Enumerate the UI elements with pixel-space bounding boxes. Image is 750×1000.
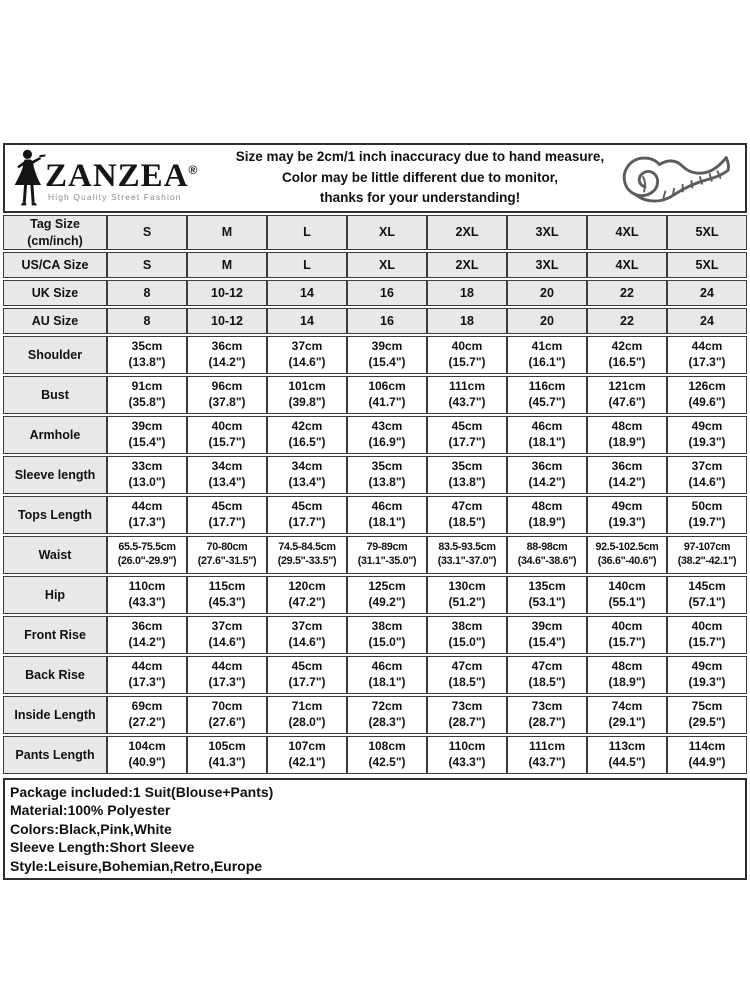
size-cell: 40cm (15.7") (427, 336, 507, 374)
table-row (3, 576, 747, 614)
size-cell: 48cm (18.9") (587, 656, 667, 694)
size-cell: 14 (267, 308, 347, 334)
size-cell: 45cm (17.7") (187, 496, 267, 534)
size-cell: 71cm (28.0") (267, 696, 347, 734)
size-cell: 24 (667, 280, 747, 306)
size-cell: 75cm (29.5") (667, 696, 747, 734)
size-cell: 46cm (18.1") (347, 496, 427, 534)
tape-measure-icon (609, 149, 737, 207)
size-cell: 33cm (13.0") (107, 456, 187, 494)
size-cell: 44cm (17.3") (107, 656, 187, 694)
size-cell: 20 (507, 280, 587, 306)
size-cell: 111cm (43.7") (427, 376, 507, 414)
product-info-line: Package included:1 Suit(Blouse+Pants) (10, 784, 274, 800)
size-cell: 49cm (19.3") (667, 416, 747, 454)
row-label: Sleeve length (3, 456, 107, 494)
row-label: Tag Size (cm/inch) (3, 215, 107, 250)
row-label: Waist (3, 536, 107, 574)
row-label: US/CA Size (3, 252, 107, 278)
size-cell: 47cm (18.5") (427, 656, 507, 694)
brand-tagline: High Quality Street Fashion (48, 191, 182, 202)
size-cell: 42cm (16.5") (267, 416, 347, 454)
size-cell: 107cm (42.1") (267, 736, 347, 774)
size-cell: 36cm (14.2") (507, 456, 587, 494)
size-cell: 46cm (18.1") (347, 656, 427, 694)
size-cell: 22 (587, 308, 667, 334)
size-cell: XL (347, 215, 427, 250)
size-cell: 10-12 (187, 308, 267, 334)
row-label: UK Size (3, 280, 107, 306)
size-cell: 43cm (16.9") (347, 416, 427, 454)
size-cell: 50cm (19.7") (667, 496, 747, 534)
size-cell: 44cm (17.3") (187, 656, 267, 694)
row-label: AU Size (3, 308, 107, 334)
size-cell: 3XL (507, 215, 587, 250)
size-cell: 130cm (51.2") (427, 576, 507, 614)
size-cell: L (267, 215, 347, 250)
table-row (3, 336, 747, 374)
size-cell: 44cm (17.3") (107, 496, 187, 534)
size-cell: 40cm (15.7") (667, 616, 747, 654)
size-cell: 120cm (47.2") (267, 576, 347, 614)
row-label: Bust (3, 376, 107, 414)
size-cell: 116cm (45.7") (507, 376, 587, 414)
size-cell: 105cm (41.3") (187, 736, 267, 774)
size-cell: 16 (347, 280, 427, 306)
product-info-line: Material:100% Polyester (10, 802, 171, 819)
size-cell: 92.5-102.5cm (36.6"-40.6") (587, 536, 667, 574)
size-cell: 24 (667, 308, 747, 334)
table-row (3, 376, 747, 414)
size-cell: 35cm (13.8") (347, 456, 427, 494)
size-cell: 106cm (41.7") (347, 376, 427, 414)
size-cell: 36cm (14.2") (587, 456, 667, 494)
size-cell: 79-89cm (31.1"-35.0") (347, 536, 427, 574)
product-info-box (3, 778, 747, 880)
brand-name: ZANZEA® (45, 157, 199, 194)
size-cell: XL (347, 252, 427, 278)
row-label: Inside Length (3, 696, 107, 734)
size-cell: 83.5-93.5cm (33.1"-37.0") (427, 536, 507, 574)
row-label: Pants Length (3, 736, 107, 774)
table-row (3, 696, 747, 734)
size-cell: 34cm (13.4") (187, 456, 267, 494)
size-cell: 101cm (39.8") (267, 376, 347, 414)
size-cell: 135cm (53.1") (507, 576, 587, 614)
size-cell: 5XL (667, 215, 747, 250)
row-label: Armhole (3, 416, 107, 454)
size-cell: 22 (587, 280, 667, 306)
product-info-line: Sleeve Length:Short Sleeve (10, 839, 195, 856)
size-cell: 49cm (19.3") (667, 656, 747, 694)
table-row (3, 496, 747, 534)
table-row (3, 456, 747, 494)
size-cell: 47cm (18.5") (507, 656, 587, 694)
size-cell: 73cm (28.7") (507, 696, 587, 734)
size-cell: 96cm (37.8") (187, 376, 267, 414)
row-label: Front Rise (3, 616, 107, 654)
size-cell: 4XL (587, 252, 667, 278)
table-row (3, 308, 747, 334)
header-band (3, 143, 747, 213)
table-row (3, 656, 747, 694)
product-info-line: Style:Leisure,Bohemian,Retro,Europe (10, 857, 263, 874)
size-cell: 49cm (19.3") (587, 496, 667, 534)
size-cell: 3XL (507, 252, 587, 278)
size-cell: 14 (267, 280, 347, 306)
size-cell: 36cm (14.2") (187, 336, 267, 374)
size-cell: 18 (427, 308, 507, 334)
size-cell: 35cm (13.8") (107, 336, 187, 374)
table-row (3, 736, 747, 774)
table-row (3, 215, 747, 250)
size-cell: 44cm (17.3") (667, 336, 747, 374)
size-chart-sheet (3, 143, 747, 880)
size-cell: 42cm (16.5") (587, 336, 667, 374)
size-cell: 2XL (427, 252, 507, 278)
size-cell: 72cm (28.3") (347, 696, 427, 734)
size-cell: 39cm (15.4") (507, 616, 587, 654)
size-cell: 48cm (18.9") (507, 496, 587, 534)
size-cell: L (267, 252, 347, 278)
size-cell: 70-80cm (27.6"-31.5") (187, 536, 267, 574)
size-cell: 74cm (29.1") (587, 696, 667, 734)
size-cell: 10-12 (187, 280, 267, 306)
size-cell: S (107, 215, 187, 250)
size-cell: 40cm (15.7") (187, 416, 267, 454)
size-cell: 39cm (15.4") (107, 416, 187, 454)
size-cell: 45cm (17.7") (267, 496, 347, 534)
size-cell: 8 (107, 308, 187, 334)
size-cell: 145cm (57.1") (667, 576, 747, 614)
table-row (3, 616, 747, 654)
size-cell: 140cm (55.1") (587, 576, 667, 614)
registered-mark: ® (188, 162, 199, 177)
size-cell: 91cm (35.8") (107, 376, 187, 414)
size-cell: 47cm (18.5") (427, 496, 507, 534)
size-cell: 97-107cm (38.2"-42.1") (667, 536, 747, 574)
size-cell: 35cm (13.8") (427, 456, 507, 494)
size-cell: 126cm (49.6") (667, 376, 747, 414)
size-cell: 37cm (14.6") (667, 456, 747, 494)
row-label: Hip (3, 576, 107, 614)
size-cell: 5XL (667, 252, 747, 278)
size-cell: 45cm (17.7") (267, 656, 347, 694)
size-cell: 111cm (43.7") (507, 736, 587, 774)
size-cell: 8 (107, 280, 187, 306)
size-cell: 40cm (15.7") (587, 616, 667, 654)
size-cell: 37cm (14.6") (267, 616, 347, 654)
size-cell: 108cm (42.5") (347, 736, 427, 774)
size-cell: 2XL (427, 215, 507, 250)
size-cell: 125cm (49.2") (347, 576, 427, 614)
size-cell: 73cm (28.7") (427, 696, 507, 734)
size-cell: 41cm (16.1") (507, 336, 587, 374)
woman-silhouette-icon (13, 148, 47, 210)
table-row (3, 416, 747, 454)
size-table-body (3, 215, 747, 774)
product-info-line: Colors:Black,Pink,White (10, 820, 172, 837)
row-label: Shoulder (3, 336, 107, 374)
size-cell: 16 (347, 308, 427, 334)
size-cell: 36cm (14.2") (107, 616, 187, 654)
size-cell: M (187, 215, 267, 250)
size-cell: 65.5-75.5cm (26.0"-29.9") (107, 536, 187, 574)
row-label: Back Rise (3, 656, 107, 694)
size-cell: S (107, 252, 187, 278)
size-cell: 110cm (43.3") (427, 736, 507, 774)
size-cell: 70cm (27.6") (187, 696, 267, 734)
size-cell: 110cm (43.3") (107, 576, 187, 614)
size-cell: 88-98cm (34.6"-38.6") (507, 536, 587, 574)
size-cell: 38cm (15.0") (427, 616, 507, 654)
size-cell: 74.5-84.5cm (29.5"-33.5") (267, 536, 347, 574)
size-cell: 38cm (15.0") (347, 616, 427, 654)
size-cell: 45cm (17.7") (427, 416, 507, 454)
size-cell: 113cm (44.5") (587, 736, 667, 774)
size-cell: 18 (427, 280, 507, 306)
brand-logo (13, 146, 231, 210)
size-cell: M (187, 252, 267, 278)
table-row (3, 536, 747, 574)
size-cell: 48cm (18.9") (587, 416, 667, 454)
size-cell: 20 (507, 308, 587, 334)
size-cell: 37cm (14.6") (267, 336, 347, 374)
size-disclaimer: Size may be 2cm/1 inch inaccuracy due to hand measure, Color may be little different due to monitor, thanks for your understanding! (235, 148, 605, 206)
size-cell: 4XL (587, 215, 667, 250)
size-cell: 37cm (14.6") (187, 616, 267, 654)
size-cell: 34cm (13.4") (267, 456, 347, 494)
size-cell: 115cm (45.3") (187, 576, 267, 614)
size-cell: 104cm (40.9") (107, 736, 187, 774)
size-cell: 69cm (27.2") (107, 696, 187, 734)
size-cell: 121cm (47.6") (587, 376, 667, 414)
size-table (3, 213, 747, 776)
table-row (3, 280, 747, 306)
size-cell: 46cm (18.1") (507, 416, 587, 454)
row-label: Tops Length (3, 496, 107, 534)
size-cell: 114cm (44.9") (667, 736, 747, 774)
size-cell: 39cm (15.4") (347, 336, 427, 374)
table-row (3, 252, 747, 278)
